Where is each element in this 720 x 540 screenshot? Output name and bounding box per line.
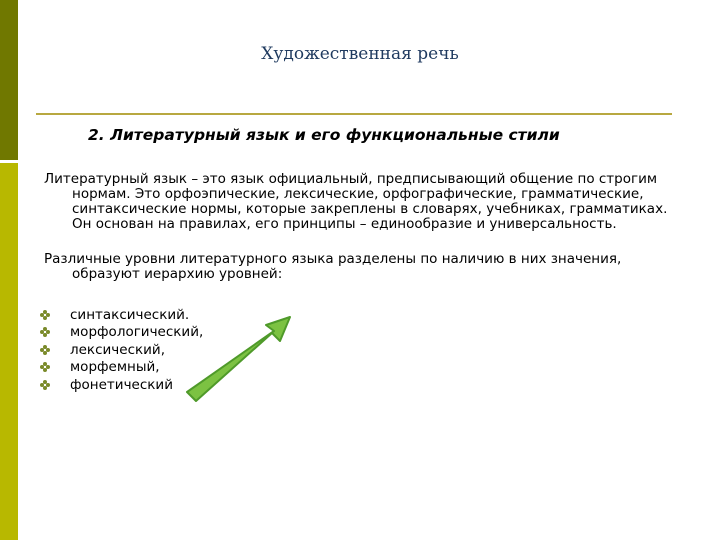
list-item-label: морфологический, [70,324,204,341]
up-right-arrow-icon [180,305,300,405]
list-item-label: морфемный, [70,359,160,376]
list-item-label: фонетический [70,376,173,393]
list-item [40,359,203,377]
diamond-flower-bullet-icon [40,345,70,355]
list-item [40,306,203,324]
list-item-label: лексический, [70,341,165,358]
list-item [40,341,203,359]
list-item [40,376,203,394]
diamond-flower-bullet-icon [40,310,70,320]
slide-title: Художественная речь [261,44,459,64]
diamond-flower-bullet-icon [40,362,70,372]
list-item-label: синтаксический. [70,306,190,323]
levels-list [40,306,203,394]
diamond-flower-bullet-icon [40,327,70,337]
paragraph-definition: Литературный язык – это язык официальный, предписывающий общение по строгим нормам. Это орфоэпические, лексические, орфографические, грамматические, синтаксические нормы, которые закреплены в словарях, учебниках, грамматиках. Он основан на правилах, его принципы – единообразие и универсальность. [44,171,668,232]
sidebar-divider [0,160,18,163]
paragraph-levels: Различные уровни литературного языка разделены по наличию в них значения, образуют иерархию уровней: [44,251,622,282]
list-item [40,324,203,342]
sidebar-accent-light [0,162,18,540]
diamond-flower-bullet-icon [40,380,70,390]
slide-subtitle: 2. Литературный язык и его функциональные стили [88,126,560,144]
title-divider [36,113,672,115]
sidebar-accent-dark [0,0,18,162]
